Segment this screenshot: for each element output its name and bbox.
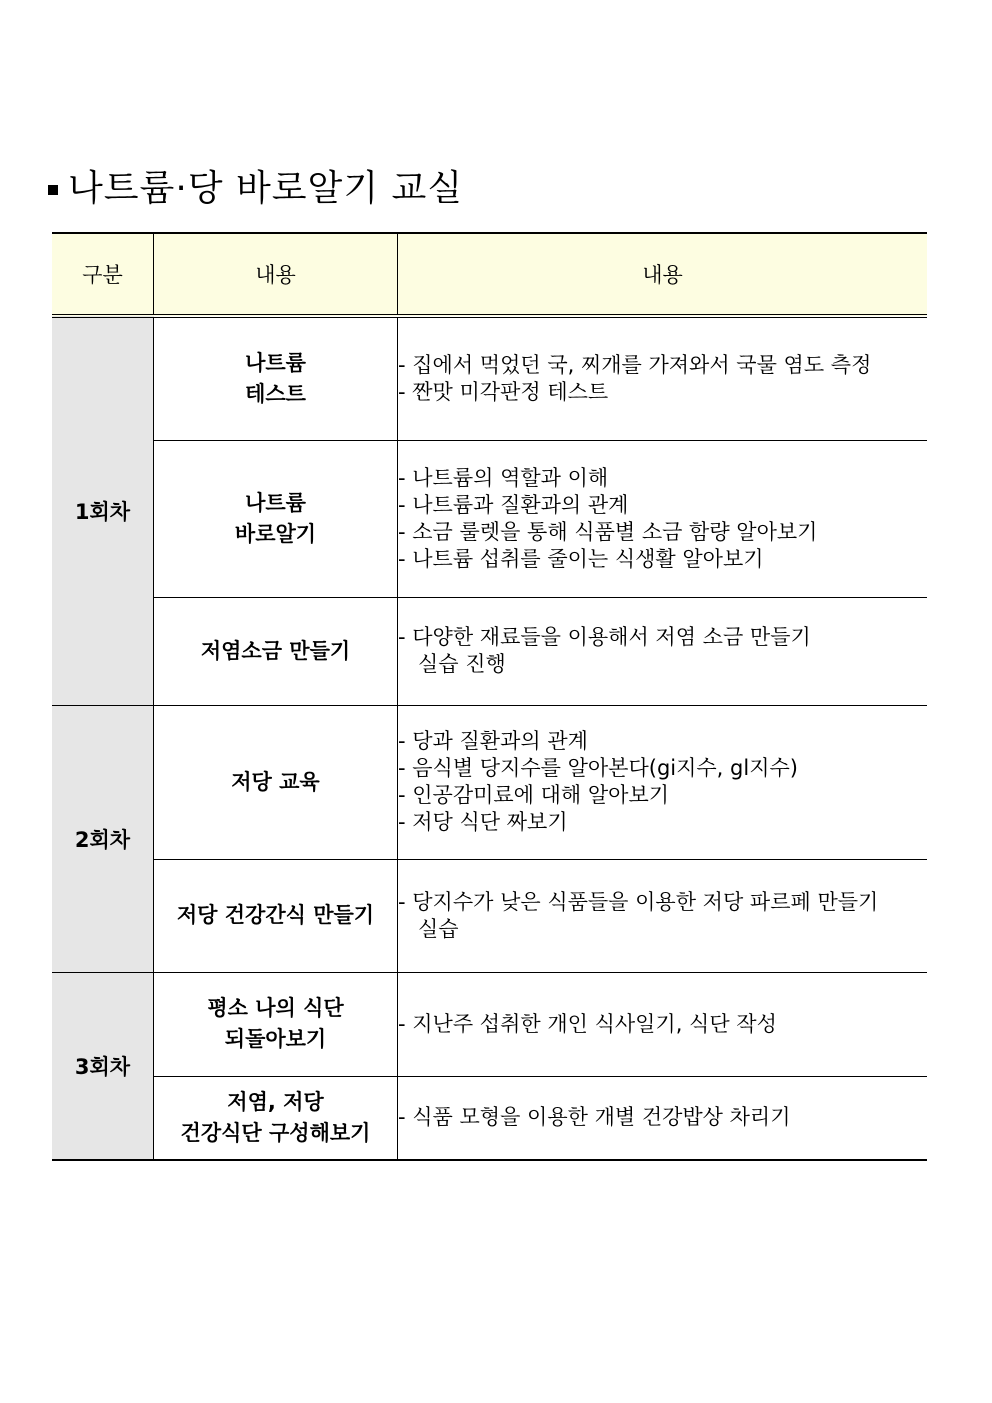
content-item: - 나트륨의 역할과 이해 <box>398 465 609 490</box>
table-row <box>52 859 927 972</box>
topic-cell <box>154 1076 398 1160</box>
content-item-continued: 실습 <box>418 916 459 941</box>
header-topic: 내용 <box>154 233 398 316</box>
content-item: - 짠맛 미각판정 테스트 <box>398 379 609 404</box>
header-category: 구분 <box>52 233 154 316</box>
topic-line: 바로알기 <box>234 521 317 546</box>
section-title <box>48 160 463 210</box>
topic-line: 테스트 <box>245 381 306 406</box>
content-item: - 음식별 당지수를 알아본다(gi지수, gl지수) <box>398 756 798 780</box>
topic-cell <box>154 316 398 440</box>
topic-cell <box>154 440 398 597</box>
content-item: - 저당 식단 짜보기 <box>398 810 568 834</box>
table-header-row <box>52 233 927 316</box>
topic-cell <box>154 597 398 705</box>
content-cell <box>398 316 928 440</box>
content-item: - 당지수가 낮은 식품들을 이용한 저당 파르페 만들기 <box>398 889 879 914</box>
content-item: - 지난주 섭취한 개인 식사일기, 식단 작성 <box>398 1011 777 1036</box>
topic-line: 되돌아보기 <box>224 1027 327 1051</box>
content-item: - 소금 룰렛을 통해 식품별 소금 함량 알아보기 <box>398 519 818 544</box>
topic-line: 저염, 저당 <box>227 1089 324 1114</box>
content-item: - 식품 모형을 이용한 개별 건강밥상 차리기 <box>398 1105 791 1130</box>
topic-line: 저당 건강간식 만들기 <box>176 903 375 927</box>
topic-line: 건강식단 구성해보기 <box>180 1120 371 1145</box>
session-label: 1회차 <box>52 316 154 705</box>
topic-line: 평소 나의 식단 <box>207 996 344 1020</box>
topic-cell <box>154 705 398 859</box>
content-cell <box>398 972 928 1076</box>
table-row <box>52 705 927 859</box>
content-item-continued: 실습 진행 <box>418 652 506 676</box>
content-cell <box>398 705 928 859</box>
content-item: - 나트륨 섭취를 줄이는 식생활 알아보기 <box>398 546 764 571</box>
content-cell <box>398 440 928 597</box>
topic-cell <box>154 972 398 1076</box>
header-content: 내용 <box>398 233 928 316</box>
topic-line: 저염소금 만들기 <box>200 638 351 663</box>
table-row <box>52 1076 927 1160</box>
content-item: - 나트륨과 질환과의 관계 <box>398 492 629 517</box>
content-item: - 인공감미료에 대해 알아보기 <box>398 783 670 807</box>
table-row <box>52 440 927 597</box>
content-cell <box>398 1076 928 1160</box>
content-item: - 집에서 먹었던 국, 찌개를 가져와서 국물 염도 측정 <box>398 352 872 377</box>
content-cell <box>398 859 928 972</box>
content-item: - 다양한 재료들을 이용해서 저염 소금 만들기 <box>398 625 811 649</box>
table-row <box>52 316 927 440</box>
program-schedule-table <box>52 232 927 1161</box>
square-bullet-icon <box>48 185 58 195</box>
session-label: 2회차 <box>52 705 154 972</box>
table-row <box>52 972 927 1076</box>
topic-cell <box>154 859 398 972</box>
table-row <box>52 597 927 705</box>
content-item: - 당과 질환과의 관계 <box>398 729 588 753</box>
topic-line: 나트륨 <box>245 490 306 515</box>
session-label: 3회차 <box>52 972 154 1160</box>
content-cell <box>398 597 928 705</box>
topic-line: 저당 교육 <box>231 769 320 794</box>
page-title: 나트륨·당 바로알기 교실 <box>68 167 464 209</box>
topic-line: 나트륨 <box>245 350 306 375</box>
